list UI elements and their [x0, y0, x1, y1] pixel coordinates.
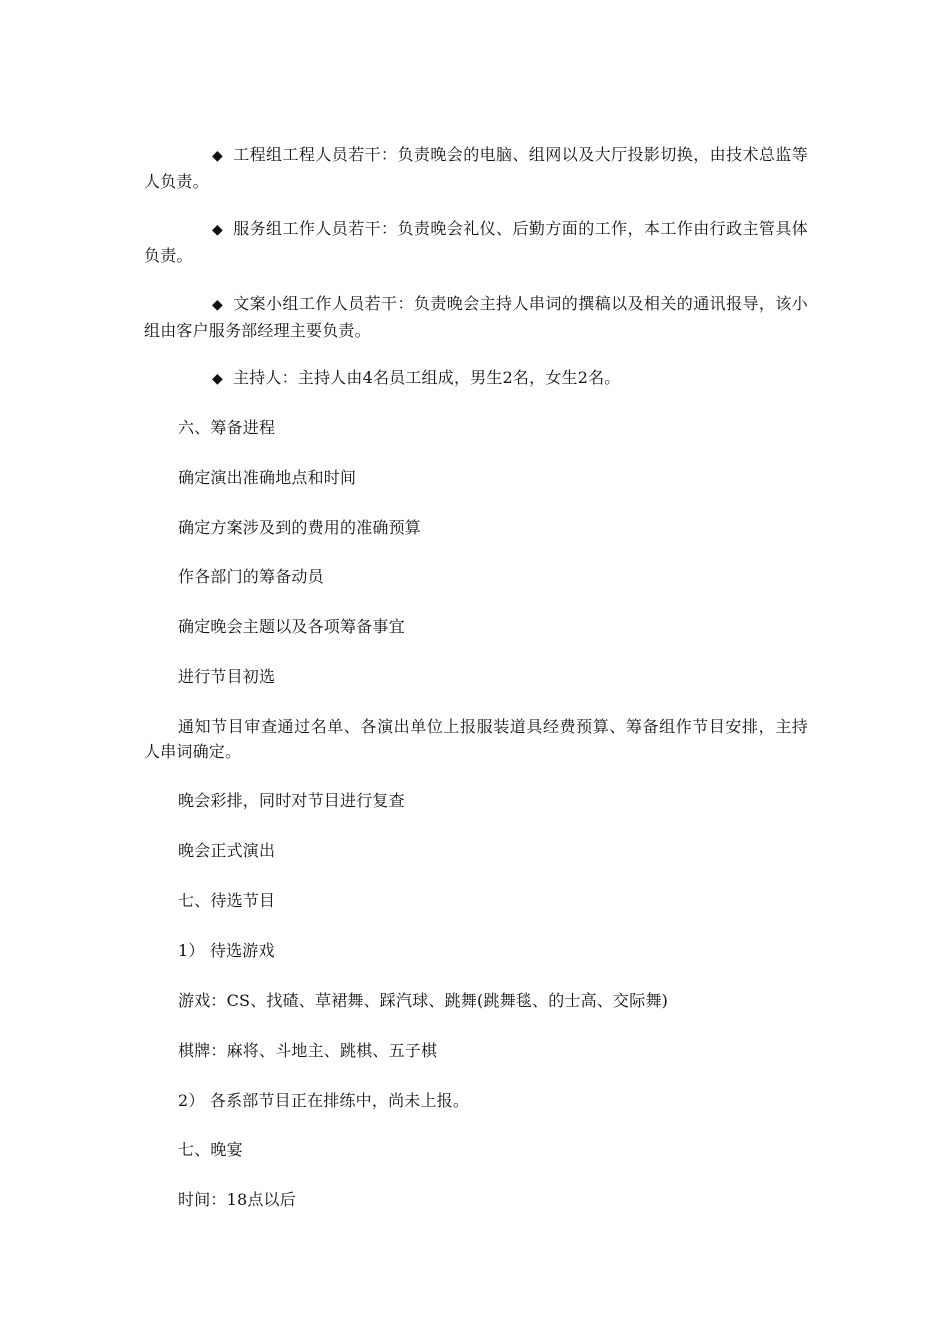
- paragraph-copywriting-team: [144, 291, 808, 343]
- preparation-step: 进行节目初选: [178, 667, 276, 686]
- preparation-step: 确定演出准确地点和时间: [178, 468, 357, 487]
- paragraph-text: 工程组工程人员若干：负责晚会的电脑、组网以及大厅投影切换，由技术总监等人负责。: [144, 145, 808, 191]
- banquet-time: 时间：18点以后: [178, 1190, 296, 1209]
- diamond-bullet-icon: ◆: [212, 148, 223, 164]
- preparation-step: 晚会正式演出: [178, 841, 276, 860]
- preparation-step: 确定晚会主题以及各项筹备事宜: [178, 617, 405, 636]
- paragraph-hosts: [144, 365, 808, 392]
- diamond-bullet-icon: ◆: [212, 371, 223, 387]
- preparation-step: 晚会彩排，同时对节目进行复查: [178, 791, 405, 810]
- paragraph-engineering-team: [144, 142, 808, 194]
- section-heading-preparation: 六、筹备进程: [178, 418, 276, 437]
- games-list: 游戏：CS、找碴、草裙舞、踩汽球、跳舞(跳舞毯、的士高、交际舞): [178, 991, 669, 1010]
- paragraph-text: 文案小组工作人员若干：负责晚会主持人串词的撰稿以及相关的通讯报导，该小组由客户服务部经理主要负责。: [144, 294, 808, 340]
- subheading-department-programs: 2） 各系部节目正在排练中，尚未上报。: [178, 1091, 470, 1110]
- diamond-bullet-icon: ◆: [212, 222, 223, 238]
- preparation-step: 作各部门的筹备动员: [178, 567, 324, 586]
- subheading-games: 1） 待选游戏: [178, 941, 275, 960]
- section-heading-programs: 七、待选节目: [178, 891, 276, 910]
- preparation-step: 确定方案涉及到的费用的准确预算: [178, 518, 422, 537]
- paragraph-service-team: [144, 216, 808, 268]
- board-games-list: 棋牌：麻将、斗地主、跳棋、五子棋: [178, 1041, 438, 1060]
- section-heading-banquet: 七、晚宴: [178, 1140, 243, 1159]
- preparation-step: 通知节目审查通过名单、各演出单位上报服装道具经费预算、筹备组作节目安排，主持人串词确定。: [144, 717, 808, 761]
- paragraph-text: 主持人：主持人由4名员工组成，男生2名，女生2名。: [232, 368, 621, 387]
- paragraph-text: 服务组工作人员若干：负责晚会礼仪、后勤方面的工作，本工作由行政主管具体负责。: [144, 219, 808, 265]
- diamond-bullet-icon: ◆: [212, 297, 223, 313]
